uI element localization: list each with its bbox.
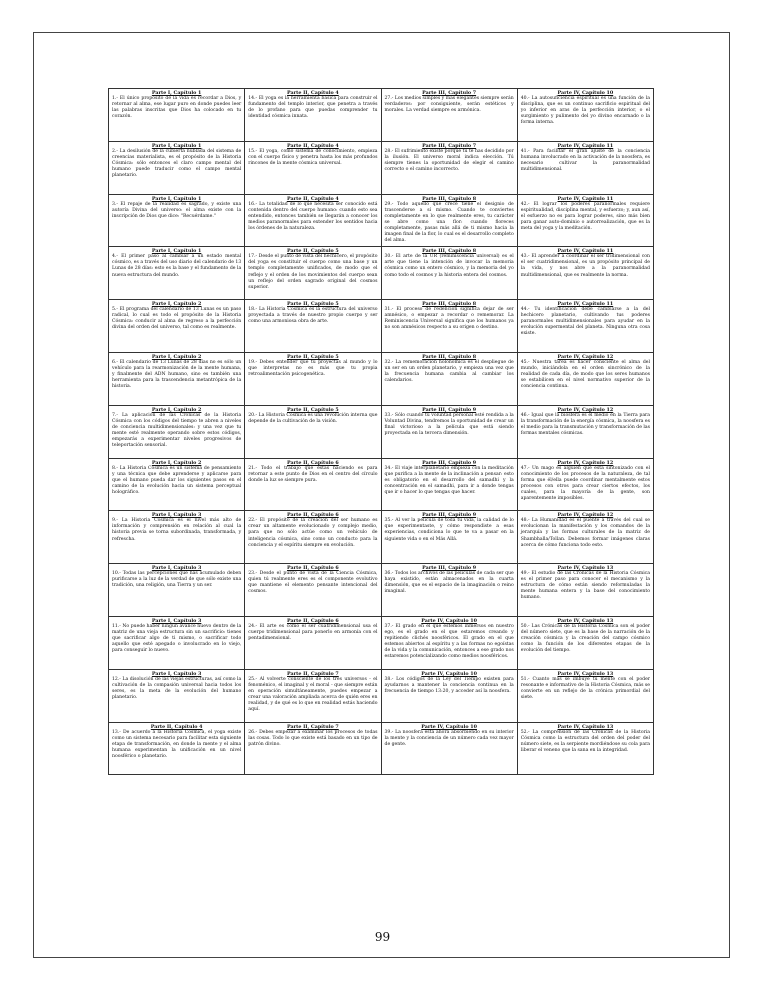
cell-heading: Parte IV, Capítulo 12 [557, 353, 614, 360]
cell-heading: Parte IV, Capítulo 12 [557, 512, 614, 519]
aphorism-cell [245, 89, 381, 142]
cell-heading: Parte II, Capítulo 4 [287, 90, 339, 96]
table-row [109, 405, 654, 458]
aphorism-cell [381, 89, 517, 142]
aphorism-cell [245, 141, 381, 194]
cell-text: 28.- El sufrimiento existe porque tú te has decidido por la ilusión. El universo moral indica elección. Tú siempre tienes la oportunidad de elegir el camino correcto o el camino incorrecto. [384, 148, 514, 172]
cell-heading: Parte II, Capítulo 6 [287, 565, 339, 572]
cell-text: 30.- El arte de la UR (reminiscencia universal) es el arte que tiene la intención de invocar la memoria cósmica como un entero cósmico, y la memoria del yo como todo el cosmos y la historia entera del cosmos. [384, 254, 514, 278]
cell-heading: Parte IV, Capítulo 11 [557, 142, 614, 149]
aphorism-cell [381, 669, 517, 722]
cell-text: 10.- Todas las percepciones que has acumulado deben purificarse a la luz de la verdad de que sólo existe una tradición, una religión, una Tierra y un ser. [112, 571, 242, 589]
aphorism-cell [381, 511, 517, 564]
aphorism-cell [245, 247, 381, 300]
aphorism-cell [517, 194, 653, 247]
table-row [109, 458, 654, 511]
aphorism-cell [245, 352, 381, 405]
cell-heading: Parte IV, Capítulo 13 [557, 723, 614, 730]
aphorism-cell [109, 300, 245, 353]
cell-heading: Parte IV, Capítulo 10 [421, 617, 477, 624]
aphorism-cell [109, 458, 245, 511]
cell-text: 33.- Sólo cuando tu voluntad personal esté rendida a la Voluntad Divina, tendremos la oportunidad de crear un final victorioso a la película que está siendo proyectada en la tercera dimensión. [384, 412, 514, 436]
table-row [109, 616, 654, 669]
aphorism-cell [245, 722, 381, 775]
table-row [109, 247, 654, 300]
cell-text: 11.- No puede haber ningún avance nuevo dentro de la matriz de una vieja estructura sin un sacrificio: tienes que sacrificar algo de ti mismo, o sacrificar todo aquello que esté apegado o involucrado en lo viejo, para conseguir lo nuevo. [112, 623, 242, 654]
table-row [109, 564, 654, 617]
table-row [109, 669, 654, 722]
aphorism-cell [381, 405, 517, 458]
cell-text: 7.- La aplicación de las Crónicas de la Historia Cósmica con los códigos del tiempo te abren a niveles de conciencia multidimensionales: y una vez que tu mente esté realmente operando sobre estos códigos, empezarás a experimentar niveles progresivos de teleportación sensorial. [112, 412, 242, 449]
cell-heading: Parte II, Capítulo 6 [287, 512, 339, 519]
table-row [109, 722, 654, 775]
table-row [109, 89, 654, 142]
cell-heading: Parte II, Capítulo 5 [287, 248, 339, 255]
cell-text: 6.- El calendario de 13 Lunas de 28 días no es sólo un vehículo para la rearmonización de la mente humana, y finalmente del ADN humano, sino es también una herramienta para la trascendencia metantrópica de la historia. [112, 359, 242, 390]
aphorism-cell [109, 405, 245, 458]
cell-heading: Parte I, Capítulo 3 [151, 512, 202, 519]
cell-heading: Parte III, Capítulo 8 [422, 195, 477, 202]
aphorism-cell [245, 564, 381, 617]
cell-text: 18.- La Historia Cósmica es la estructura del universo proyectada a través de nuestro propio cuerpo y ser como una armoniosa obra de arte. [248, 307, 378, 325]
cell-heading: Parte II, Capítulo 6 [287, 617, 339, 624]
cell-text: 42.- El lograr los poderes paranormales requiere espiritualidad, disciplina mental, y esfuerzo; y, aun así, el esfuerzo no es para lograr poderes, sino más bien para ganar auto-dominio o autorrealización, que es la meta del yoga y la meditación. [520, 201, 650, 231]
cell-text: 13.- De acuerdo a la Historia Cósmica, el yoga existe como un sistema necesario para facilitar esta siguiente etapa de transformación, en donde la mente y el alma humana experimentan la unificación en un nivel noosférico o planetario. [112, 729, 242, 759]
cell-heading: Parte IV, Capítulo 11 [557, 248, 614, 255]
cell-text: 26.- Debes empezar a examinar los procesos de todas las cosas. Todo lo que existe está basado en un tipo de patrón divino. [248, 729, 378, 747]
aphorism-table [108, 88, 654, 775]
aphorism-cell [517, 616, 653, 669]
aphorism-cell [517, 247, 653, 300]
cell-text: 47.- Un mago es alguien que está sintonizado con el conocimiento de los procesos de la naturaleza, de tal forma que él/ella puede coordinar mentalmente estos procesos con otros para crear ciertos efectos, los cuales, para la mayoría de la gente, son aparentemente imposibles. [520, 465, 650, 501]
cell-text: 43.- El aprender a coordinar el ser tridimensional con el ser cuatridimensional, es un propósito principal de la vida, y nos abre a la paranormalidad multidimensional, que es realmente la norma. [520, 254, 650, 278]
cell-heading: Parte IV, Capítulo 13 [557, 565, 614, 572]
aphorism-cell [381, 352, 517, 405]
cell-heading: Parte II, Capítulo 7 [287, 723, 339, 730]
aphorism-cell [517, 89, 653, 142]
aphorism-cell [245, 616, 381, 669]
cell-heading: Parte I, Capítulo 2 [151, 353, 202, 360]
cell-text: 16.- La totalidad de lo que necesita ser conocido está contenida dentro del cuerpo humano: cuando esto sea entendido, entonces también se llegarán a conocer los medios paranormales para extender los sentidos hacia los órdenes de la naturaleza. [248, 201, 378, 231]
cell-text: 21.- Todo el trabajo que estás haciendo es para retornar a este punto de Dios en el centro del círculo donde la luz se siempre pura. [248, 465, 378, 483]
cell-heading: Parte IV, Capítulo 12 [557, 459, 614, 466]
aphorism-cell [381, 616, 517, 669]
aphorism-cell [517, 564, 653, 617]
aphorism-cell [245, 511, 381, 564]
cell-text: 9.- La Historia Cósmica es el nivel más alto de información y comprensión en relación al cual la historia previa se torna subordinada, transformada, y refrescha. [112, 518, 242, 542]
aphorism-cell [517, 141, 653, 194]
cell-heading: Parte I, Capítulo 1 [151, 248, 202, 255]
cell-heading: Parte III, Capítulo 9 [422, 459, 477, 466]
aphorism-cell [517, 352, 653, 405]
cell-text: 29.- Todo aquello que crece tiene el designio de trascenderse a sí mismo. Cuando te conviertes completamente en lo que realmente eres, tu carácter se abre como una flor: cuando floreces completamente, pasas más allá de ti mismo hacia la imagen final de la flor, lo cual es el desarrollo completo del alma. [384, 201, 514, 243]
cell-text: 51.- Cuanto más se imbuye tu mente con el poder resonante e informativo de la Historia Cósmica, más se convierte en un reflejo de la crónica primordial del siete. [520, 676, 650, 700]
cell-heading: Parte I, Capítulo 2 [151, 406, 202, 413]
cell-text: 15.- El yoga, como sistema de conocimiento, empieza con el cuerpo físico y penetra hasta los más profundos rincones de la mente cósmica universal. [248, 148, 378, 166]
cell-text: 14.- El yoga es la herramienta básica para construir el fundamento del templo interior, que penetra a través de lo profano para que puedas comprender tu identidad cósmica innata. [248, 96, 378, 120]
cell-text: 27.- Los medios simples y más elegantes siempre serán verdaderos: por consiguiente, serán estéticos y morales. La verdad siempre es armónica. [384, 96, 514, 114]
aphorism-cell [109, 511, 245, 564]
cell-heading: Parte II, Capítulo 5 [287, 301, 339, 308]
cell-text: 35.- Al ver la película de toda tu vida, la calidad de lo que experimentaste, y cómo respondiste a esas experiencias, condiciona lo que te va a pasar en la siguiente vida o en el Más Allá. [384, 518, 514, 542]
aphorism-cell [109, 616, 245, 669]
cell-heading: Parte II, Capítulo 4 [287, 195, 339, 202]
cell-text: 44.- Tu identificación debe cambiarse a la del hechicero planetario, cultivando tus poderes paranormales multidimensionales para ayudar en la evolución supermental del planeta. Ninguna otra cosa existe. [520, 307, 650, 337]
cell-heading: Parte III, Capítulo 9 [422, 565, 477, 572]
cell-text: 49.- El estudio de las Crónicas de la Historia Cósmica es el primer paso para conocer el mecanismo y la estructura de cómo están siendo reformuladas la mente humana entera y la base del conocimiento humano. [520, 571, 650, 601]
aphorism-cell [109, 141, 245, 194]
table-row [109, 511, 654, 564]
cell-heading: Parte I, Capítulo 1 [151, 90, 202, 96]
aphorism-cell [517, 405, 653, 458]
aphorism-cell [381, 141, 517, 194]
cell-heading: Parte III, Capítulo 8 [422, 353, 477, 360]
aphorism-cell [109, 564, 245, 617]
cell-text: 22.- El propósito de la creación del ser humano es crear un altamente evolucionado y complejo medio, para que no sólo actúe como un vehículo de inteligencia cósmica, sino como un conducto para la conciencia y el espíritu siempre en evolución. [248, 518, 378, 548]
cell-heading: Parte III, Capítulo 9 [422, 406, 477, 413]
cell-heading: Parte II, Capítulo 4 [287, 142, 339, 149]
cell-heading: Parte II, Capítulo 5 [287, 353, 339, 360]
cell-text: 45.- Nuestra tarea es hacer consciente el alma del mundo, iniciándola en el orden sincrónico de la realidad de cada día, de modo que los seres humanos se estabilicen en el nivel normativo superior de la conciencia continua. [520, 359, 650, 390]
aphorism-cell [381, 300, 517, 353]
cell-heading: Parte I, Capítulo 3 [151, 617, 202, 624]
cell-text: 8.- La Historia Cósmica es un sistema de pensamiento y una técnica que debe aprenderse y aplicarse para que el humano pueda dar los siguientes pasos en el camino de la evolución hacia un sistema perceptual holográfico. [112, 465, 242, 495]
aphorism-cell [109, 669, 245, 722]
cell-heading: Parte III, Capítulo 7 [422, 142, 477, 149]
cell-heading: Parte I, Capítulo 2 [151, 301, 202, 308]
cell-heading: Parte IV, Capítulo 10 [557, 90, 614, 96]
cell-heading: Parte I, Capítulo 3 [151, 565, 202, 572]
aphorism-cell [109, 194, 245, 247]
aphorism-cell [517, 722, 653, 775]
cell-text: 52.- La comprensión de las Crónicas de la Historia Cósmica como la estructura del orden del poder del número siete, es la serpiente mordiéndose su cola para liberar el veneno que la sana en la integridad. [520, 729, 650, 753]
cell-heading: Parte II, Capítulo 7 [287, 670, 339, 677]
cell-heading: Parte I, Capítulo 2 [151, 459, 202, 466]
aphorism-cell [245, 194, 381, 247]
aphorism-cell [381, 564, 517, 617]
cell-heading: Parte IV, Capítulo 11 [557, 301, 614, 308]
aphorism-cell [381, 247, 517, 300]
cell-text: 1.- El único propósito de la vida es recordar a Dios, y retornar al alma, ese lugar puro en donde puedes leer las palabras inscritas que Dios ha colocado en tu corazón. [112, 96, 242, 120]
cell-text: 36.- Todos los archivos de las películas de cada ser que haya existido, están almacenados en la cuarta dimensión, que es el espacio de la imaginación o reino imaginal. [384, 571, 514, 595]
aphorism-cell [109, 89, 245, 142]
cell-text: 3.- El repaje de la realidad es sagrado, y existe una autoría Divina del universo: el alma existe con la inscripción de Dios que dice: "Recuérdame." [112, 201, 242, 219]
cell-text: 19.- Debes entender que tú proyectas al mundo y lo que interpretas no es más que tu propia retroalimentación psicogenética. [248, 359, 378, 378]
cell-text: 2.- La desilusión de la cubierta nublada del sistema de creencias materialista, es el propósito de la Historia Cósmica: sólo entonces el claro campo mental del humano puede traducir como el campo mental planetario. [112, 148, 242, 178]
cell-heading: Parte IV, Capítulo 10 [421, 670, 477, 677]
cell-heading: Parte III, Capítulo 7 [422, 90, 477, 96]
cell-heading: Parte II, Capítulo 6 [287, 459, 339, 466]
aphorism-cell [517, 458, 653, 511]
cell-heading: Parte IV, Capítulo 11 [557, 195, 614, 202]
cell-heading: Parte IV, Capítulo 13 [557, 670, 614, 677]
cell-text: 38.- Los códigos de la Ley del Tiempo existen para ayudarnos a mantener la conciencia continua en la frecuencia de tiempo 13:20, y acceder así la noosfera. [384, 676, 514, 694]
cell-heading: Parte II, Capítulo 5 [287, 406, 339, 413]
aphorism-cell [381, 458, 517, 511]
cell-text: 4.- El primer paso al cambiar a un estado mental cósmico, es a través del uso diario del calendario de 13 Lunas de 28 días: esto es la base y el fundamento de la nueva estructura del mundo. [112, 254, 242, 278]
aphorism-cell [245, 405, 381, 458]
aphorism-cell [245, 669, 381, 722]
aphorism-cell [517, 300, 653, 353]
table-row [109, 194, 654, 247]
cell-text: 25.- Al volverte consciente de los tres universos - el fenoménico, el imaginal y el moral - que siempre están en operación simultáneamente, puedes empezar a crear una valoración ampliada acerca de quién eres en realidad, y de qué es lo que en realidad estás haciendo aquí. [248, 676, 378, 712]
cell-text: 20.- La Historia Cósmica es una revolución interna que depende de la cultivación de la visión. [248, 412, 378, 424]
cell-text: 31.- El proceso de redención significa dejar de ser amnésico, o empezar a recordar o rememorar. La Reminiscencia Universal significa que los humanos ya no son amnésicos respecto a su origen o destino. [384, 307, 514, 331]
aphorism-cell [245, 300, 381, 353]
cell-heading: Parte IV, Capítulo 13 [557, 617, 614, 624]
table-row [109, 352, 654, 405]
cell-text: 17.- Desde el punto de vista del hechicero, el propósito del yoga es constituir el cuerpo como una base y un templo completamente unificados, de modo que el reflejo y el orden de los movimientos del cuerpo sean un reflejo del orden sagrado original del cosmos superior. [248, 254, 378, 290]
cell-heading: Parte I, Capítulo 1 [151, 195, 202, 202]
aphorism-cell [381, 194, 517, 247]
cell-text: 34.- El viaje interplanetario empieza con la meditación que purifica a la mente de la inclinación a pensar: esto es obligatorio en el desarrollo del samadhi y la concentración en el samadhi, para ir a donde tengas que ir o hacer lo que tengas que hacer. [384, 465, 514, 495]
aphorism-cell [517, 669, 653, 722]
cell-text: 48.- La Humanidad es el puente a través del cual se evolucionan la manifestación y los comandos de la jerarquía y las formas culturales de la matriz de Shambhalla/Tollan. Debemos formar imágenes claras acerca de cómo funciona todo esto. [520, 518, 650, 548]
aphorism-cell [517, 511, 653, 564]
cell-heading: Parte IV, Capítulo 12 [557, 406, 614, 413]
cell-text: 50.- Las Crónicas de la Historia Cósmica son el poder del número siete, que es la base de la narración de la creación cósmica y la creación del campo cósmico como la función de los diferentes etapas de la evolución del tiempo. [520, 623, 650, 654]
cell-heading: Parte III, Capítulo 8 [422, 301, 477, 308]
aphorism-cell [245, 458, 381, 511]
cell-text: 24.- El arte es cómo el ser cuatridimensional usa el cuerpo tridimensional para ponerlo en armonía con el pentadimensional. [248, 623, 378, 642]
aphorism-cell [109, 722, 245, 775]
table-row [109, 141, 654, 194]
page-number: 99 [374, 930, 391, 944]
cell-heading: Parte III, Capítulo 9 [422, 512, 477, 519]
aphorism-cell [109, 352, 245, 405]
cell-heading: Parte IV, Capítulo 10 [421, 723, 477, 730]
cell-heading: Parte III, Capítulo 8 [422, 248, 477, 255]
cell-heading: Parte II, Capítulo 4 [150, 723, 203, 730]
cell-text: 32.- La rememoración holonómica es el despliegue de un ser en un orden planetario, y empieza una vez que la frecuencia humana cambia al cambiar los calendarios. [384, 359, 514, 384]
cell-text: 5.- El programa del calendario de 13 Lunas es un paso radical, lo cual es todo el propósito de la Historia Cósmica: conducir al alma de regreso a la perfección divina del orden del universo, tal como es realmente. [112, 307, 242, 331]
cell-heading: Parte I, Capítulo 1 [151, 142, 202, 149]
cell-text: 39.- La noosfera está ahora absorbiendo en su interior la mente y la conciencia de un número cada vez mayor de gente. [384, 729, 514, 747]
cell-text: 37.- El grado en el que estemos inmersos en nuestro ego, es el grado en el que estaremos creando y repitiendo clichés noosféricos. El grado en el que estemos abiertos al espíritu y a las formas no egoístas de la vida y la comunicación, entonces a ese grado nos estaremos potencializando como medios noosféricos. [384, 623, 514, 660]
cell-text: 23.- Desde el punto de vista de la Ciencia Cósmica, quien tú realmente eres es el componente evolutivo que mantiene el elemento pensante intencional del cosmos. [248, 571, 378, 595]
table-row [109, 300, 654, 353]
cell-text: 46.- Igual que la biosfera es el medio en la Tierra para la transformación de la energía cósmica, la noosfera es el medio para la transmutación y transformación de las formas mentales cósmicas. [520, 412, 650, 436]
cell-text: 40.- La autosuficiencia espiritual es una función de la disciplina, que es un continuo sacrificio espiritual del yo inferior en aras de la perfección interior, o el surgimiento y pulimento del yo divino encarnado o la forma interna. [520, 96, 650, 126]
aphorism-cell [381, 722, 517, 775]
cell-text: 41.- Para facilitar el gran ajuste de la conciencia humana involucrado en la activación de la noosfera, es necesario cultivar la paranormalidad multidimensional. [520, 148, 650, 172]
cell-text: 12.- La disolución de las viejas estructuras, así como la cultivación de la compasión universal hacia todos los seres, es la meta de la evolución del humano planetario. [112, 676, 242, 700]
cell-heading: Parte I, Capítulo 3 [151, 670, 202, 677]
aphorism-cell [109, 247, 245, 300]
